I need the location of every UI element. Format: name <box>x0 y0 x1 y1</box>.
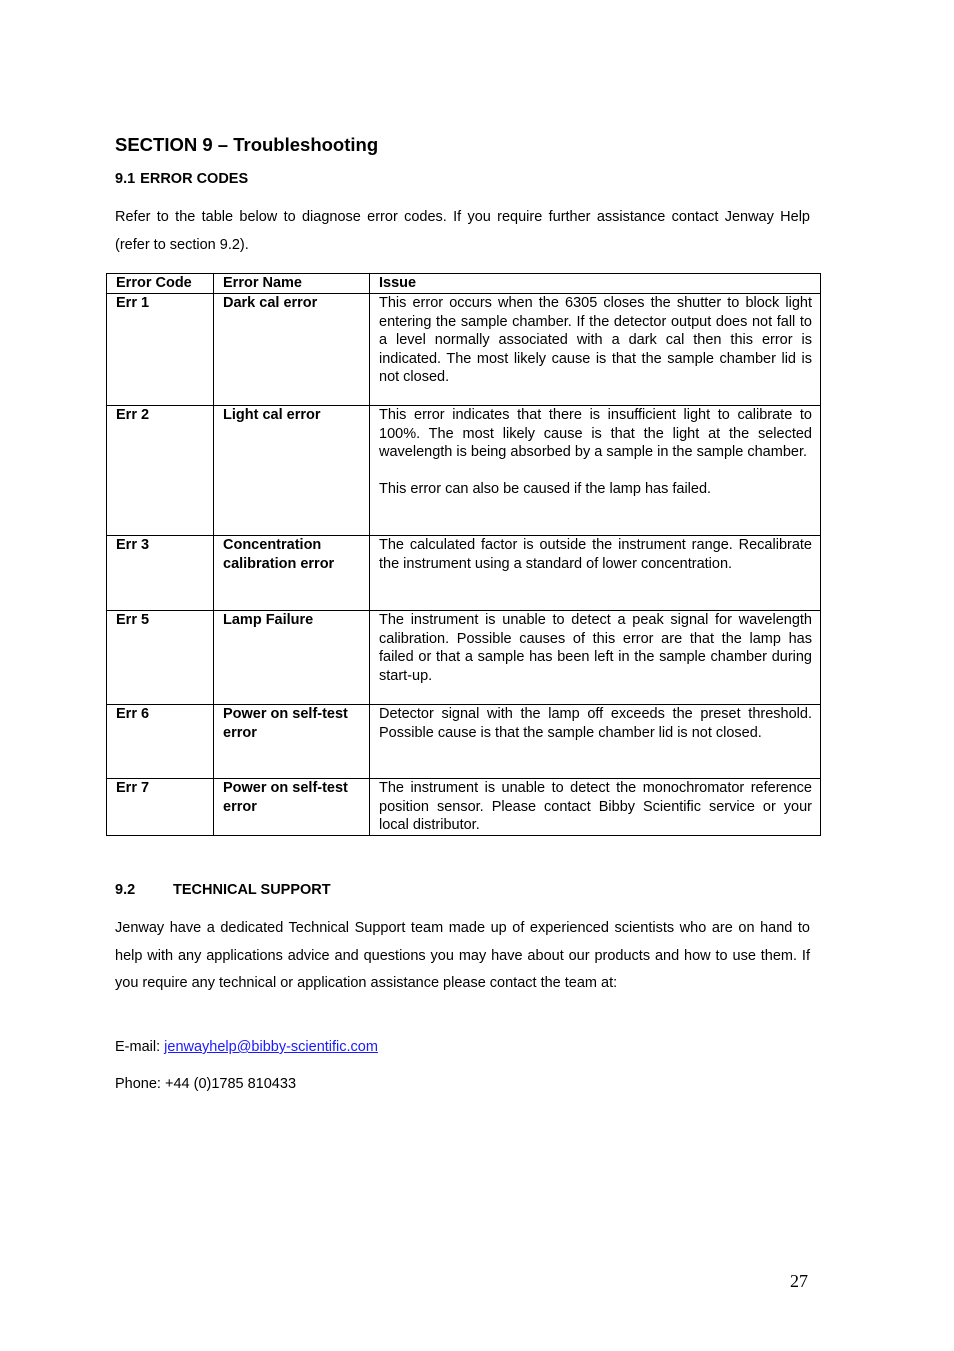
subsection-number: 9.1 <box>115 171 136 187</box>
subsection-number: 9.2 <box>115 882 136 898</box>
issue-paragraph: Detector signal with the lamp off exceeds the preset threshold. Possible cause is that the sample chamber lid is not closed. <box>379 706 812 741</box>
issue-paragraph: The calculated factor is outside the instrument range. Recalibrate the instrument using a standard of lower concentration. <box>379 537 812 572</box>
email-line <box>115 1039 378 1055</box>
issue-cell <box>370 294 821 406</box>
error-code-cell: Err 6 <box>107 705 214 779</box>
issue-cell <box>370 705 821 779</box>
error-name-cell: Light cal error <box>214 406 370 536</box>
page-number: 27 <box>790 1271 808 1291</box>
email-link[interactable]: jenwayhelp@bibby-scientific.com <box>164 1039 378 1055</box>
table-row <box>107 536 821 611</box>
error-codes-table <box>106 273 821 836</box>
column-header: Error Name <box>214 274 370 294</box>
issue-paragraph: This error indicates that there is insufficient light to calibrate to 100%. The most likely cause is that the light at the selected wavelength is being absorbed by a sample in the sample chamber. <box>379 407 812 460</box>
phone-line: Phone: +44 (0)1785 810433 <box>115 1076 297 1092</box>
subsection-heading-technical-support <box>115 882 331 898</box>
error-name-cell: Power on self-test error <box>214 705 370 779</box>
table-row <box>107 294 821 406</box>
error-code-cell: Err 2 <box>107 406 214 536</box>
issue-paragraph: The instrument is unable to detect a peak signal for wavelength calibration. Possible causes of this error are that the lamp has failed or that a sample has been left in the sample chamber during start-up. <box>379 612 812 684</box>
table-row <box>107 406 821 536</box>
error-name-cell: Concentration calibration error <box>214 536 370 611</box>
intro-paragraph: Refer to the table below to diagnose error codes. If you require further assistance contact Jenway Help (refer to section 9.2). <box>115 209 810 253</box>
support-paragraph: Jenway have a dedicated Technical Support team made up of experienced scientists who are on hand to help with any applications advice and questions you may have about our products and how to use them. If you require any technical or application assistance please contact the team at: <box>115 920 810 991</box>
issue-cell <box>370 779 821 836</box>
email-label: E-mail: <box>115 1039 165 1055</box>
error-code-cell: Err 3 <box>107 536 214 611</box>
issue-cell <box>370 536 821 611</box>
error-name-cell: Dark cal error <box>214 294 370 406</box>
issue-paragraph: This error occurs when the 6305 closes the shutter to block light entering the sample chamber. If the detector output does not fall to a level normally associated with a dark cal then this error is indicated. The most likely cause is that the sample chamber lid is not closed. <box>379 295 812 385</box>
table-row <box>107 779 821 836</box>
table-row <box>107 705 821 779</box>
error-code-cell: Err 7 <box>107 779 214 836</box>
subsection-title: ERROR CODES <box>140 171 249 187</box>
error-name-cell: Power on self-test error <box>214 779 370 836</box>
subsection-heading-error-codes <box>115 171 248 187</box>
issue-paragraph: The instrument is unable to detect the monochromator reference position sensor. Please contact Bibby Scientific service or your local distributor. <box>379 780 812 833</box>
table-header-row <box>107 274 821 294</box>
column-header: Error Code <box>107 274 214 294</box>
section-title: SECTION 9 – Troubleshooting <box>115 134 379 155</box>
table-row <box>107 611 821 705</box>
issue-cell <box>370 611 821 705</box>
error-code-cell: Err 5 <box>107 611 214 705</box>
column-header: Issue <box>370 274 821 294</box>
issue-cell <box>370 406 821 536</box>
error-code-cell: Err 1 <box>107 294 214 406</box>
error-name-cell: Lamp Failure <box>214 611 370 705</box>
issue-paragraph: This error can also be caused if the lamp has failed. <box>379 481 712 497</box>
subsection-title: TECHNICAL SUPPORT <box>173 882 331 898</box>
